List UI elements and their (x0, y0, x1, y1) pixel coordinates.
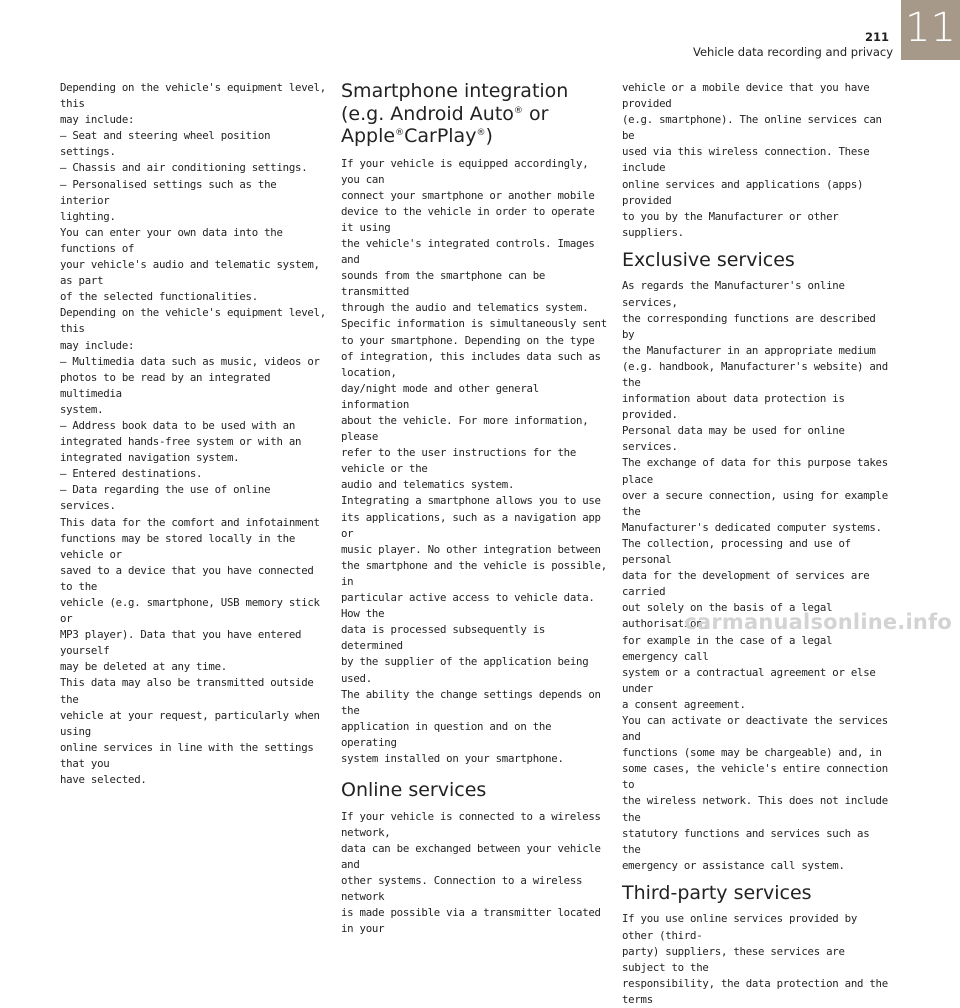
registered-mark: ® (476, 128, 486, 138)
registered-mark: ® (513, 105, 523, 116)
smartphone-text: If your vehicle is equipped accordingly, you can connect your smartphone or another mobile device to the vehicle in order to operate it using the vehicle's integrated controls. Images and sounds from the smartphone can be transmitted through the audio and telematics system. Specific information is simultaneously sent to your smartphone. Depending on the type of integration, this includes data such as location, day/night mode and other general information about the vehicle. For more information, please refer to the user instructions for the vehicle or the audio and telematics system. Integrating a smartphone allows you to use its applications, such as a navigation app or music player. No other integration between the smartphone and the vehicle is possible, in particular active access to vehicle data. How the data is processed subsequently is determined by the supplier of the application being used. The ability the change settings depends on the application in question and on the operating system installed on your smartphone. (341, 156, 607, 765)
column-1-text: Depending on the vehicle's equipment level, this may include: – Seat and steering wheel position settings. – Chassis and air conditioning settings. – Personalised settings such as the interior lighting. You can enter your own data into the functions of your vehicle's audio and telematic system, as part of the selected functionalities. Depending on the vehicle's equipment level, this may include: – Multimedia data such as music, videos or photos to be read by an integrated multimedia system. – Address book data to be used with an integrated hands-free system or with an integrated navigation system. – Entered destinations. – Data regarding the use of online services. This data for the comfort and infotainment functions may be stored locally in the vehicle or saved to a device that you have connected to the vehicle (e.g. smartphone, USB memory stick or MP3 player). Data that you have entered yourself may be deleted at any time. This data may also be transmitted outside the vehicle at your request, particularly when using online services in line with the settings that you have selected. (60, 81, 326, 787)
third-party-services-text: If you use online services provided by other (third- party) suppliers, these services are subject to the responsibility, the data protection and the terms (622, 912, 888, 1006)
registered-mark: ® (395, 128, 405, 138)
section-title: Vehicle data recording and privacy (692, 45, 893, 59)
heading-smartphone-line2b: or (522, 102, 549, 125)
column-2 (341, 80, 609, 937)
heading-exclusive-services: Exclusive services (622, 248, 795, 271)
exclusive-services-text: As regards the Manufacturer's online services, the corresponding functions are described by the Manufacturer in an appropriate medium (e.g. handbook, Manufacturer's website) and the information about data protection is provided. Personal data may be used for online services. The exchange of data for this purpose takes place over a secure connection, using for example the Manufacturer's dedicated computer systems. The collection, processing and use of personal data for the development of services are carried out solely on the basis of a legal authorisation, for example in the case of a legal emergency call system or a contractual agreement or else under a consent agreement. You can activate or deactivate the services and functions (some may be chargeable) and, in some cases, the vehicle's entire connection to the wireless network. This does not include the statutory functions and services such as the emergency or assistance call system. (622, 279, 888, 872)
heading-third-party-services: Third-party services (622, 881, 812, 904)
heading-online-services: Online services (341, 779, 487, 802)
heading-smartphone-line3b: CarPlay (404, 125, 477, 147)
heading-smartphone-line3a: Apple (341, 125, 396, 147)
column-3-intro-text: vehicle or a mobile device that you have provided (e.g. smartphone). The online services can be used via this wireless connection. These include online services and applications (apps) provided to you by the Manufacturer or other suppliers. (622, 81, 882, 239)
online-services-text: If your vehicle is connected to a wireless network, data can be exchanged between your vehicle and other systems. Connection to a wireless network is made possible via a transmitter located in your (341, 809, 601, 936)
page-number: 211 (864, 30, 889, 44)
column-3 (622, 80, 890, 1008)
heading-smartphone-line1: Smartphone integration (341, 80, 569, 102)
chapter-tab: 11 (901, 0, 960, 60)
heading-smartphone-line3c: ) (485, 125, 493, 147)
heading-smartphone-integration (341, 80, 609, 148)
column-1 (60, 80, 328, 788)
heading-smartphone-line2a: (e.g. Android Auto (341, 102, 514, 125)
watermark: carmanualsonline.info (684, 610, 952, 634)
